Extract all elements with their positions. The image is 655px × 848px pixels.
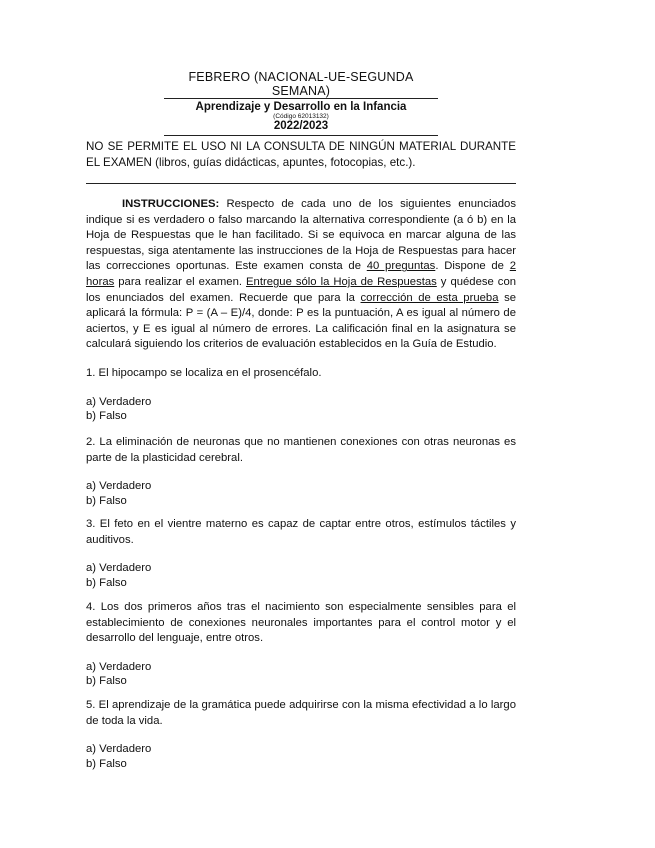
materials-warning: NO SE PERMITE EL USO NI LA CONSULTA DE NINGÚN MATERIAL DURANTE EL EXAMEN (libros, guías didácticas, apuntes, fotocopias, etc.). bbox=[86, 140, 516, 169]
option-b: b) Falso bbox=[86, 757, 127, 770]
question-4 bbox=[86, 600, 516, 689]
answer-options bbox=[86, 479, 516, 508]
option-a: a) Verdadero bbox=[86, 395, 152, 408]
header-bottom-rule bbox=[164, 135, 438, 136]
answer-options bbox=[86, 660, 516, 689]
instructions-heading: INSTRUCCIONES: bbox=[122, 198, 220, 210]
exam-header bbox=[164, 67, 438, 136]
exam-title: FEBRERO (NACIONAL-UE-SEGUNDA SEMANA) bbox=[188, 70, 414, 98]
correction-note: corrección de esta prueba bbox=[360, 291, 499, 304]
question-count: 40 preguntas bbox=[366, 260, 436, 273]
question-5 bbox=[86, 698, 516, 771]
option-b: b) Falso bbox=[86, 675, 127, 688]
question-text: 3. El feto en el vientre materno es capaz de captar entre otros, estímulos táctiles y auditivos. bbox=[86, 518, 516, 546]
option-a: a) Verdadero bbox=[86, 743, 152, 756]
question-2 bbox=[86, 435, 516, 508]
exam-duration: 2 horas bbox=[86, 260, 517, 288]
question-text: 4. Los dos primeros años tras el nacimiento son especialmente sensibles para el establecimiento de conexiones neuronales importantes para el control motor y el desarrollo del lenguaje, entre otros. bbox=[86, 601, 516, 645]
warning-separator bbox=[86, 183, 516, 184]
option-b: b) Falso bbox=[86, 494, 127, 507]
instructions-text-5: se aplicará la fórmula: P = (A – E)/4, donde: P es la puntuación, A es igual al número de aciertos, y E es igual al número de errores. La calificación final en la asignatura se calculará siguiendo los criterios de evaluación establecidos en la Guía de Estudio. bbox=[86, 291, 516, 351]
option-a: a) Verdadero bbox=[86, 660, 152, 673]
instructions-paragraph bbox=[86, 197, 516, 353]
subject-code: (Código 62013132) bbox=[273, 113, 329, 120]
question-text: 2. La eliminación de neuronas que no mantienen conexiones con otras neuronas es parte de la plasticidad cerebral. bbox=[86, 436, 516, 464]
header-top-rule bbox=[164, 98, 438, 99]
answer-options bbox=[86, 561, 516, 590]
instructions-text-4: y quédese con los enunciados del examen. Recuerde que para la bbox=[86, 275, 517, 304]
instructions-block bbox=[86, 197, 516, 353]
question-text: 1. El hipocampo se localiza en el prosencéfalo. bbox=[86, 367, 322, 379]
option-b: b) Falso bbox=[86, 410, 127, 423]
option-a: a) Verdadero bbox=[86, 562, 152, 575]
academic-year: 2022/2023 bbox=[273, 120, 329, 132]
instructions-text-3: para realizar el examen. bbox=[114, 275, 247, 288]
question-3 bbox=[86, 517, 516, 590]
option-b: b) Falso bbox=[86, 576, 127, 589]
option-a: a) Verdadero bbox=[86, 480, 152, 493]
submit-answer-sheet-note: Entregue sólo la Hoja de Respuestas bbox=[246, 275, 437, 288]
answer-options bbox=[86, 395, 516, 424]
answer-options bbox=[86, 742, 516, 771]
subject-title: Aprendizaje y Desarrollo en la Infancia bbox=[195, 101, 407, 113]
question-text: 5. El aprendizaje de la gramática puede adquirirse con la misma efectividad a lo largo de toda la vida. bbox=[86, 699, 516, 727]
instructions-text-1: Respecto de cada uno de los siguientes enunciados indique si es verdadero o falso marcando la alternativa correspondiente (a ó b) en la Hoja de Respuestas que le han facilitado. Si se equivoca en marcar alguna de las respuestas, siga atentamente las instrucciones de la Hoja de Respuestas para hacer las correcciones oportunas. Este examen consta de bbox=[86, 198, 516, 273]
instructions-text-2: . Dispone de bbox=[435, 260, 510, 273]
question-1 bbox=[86, 366, 516, 424]
